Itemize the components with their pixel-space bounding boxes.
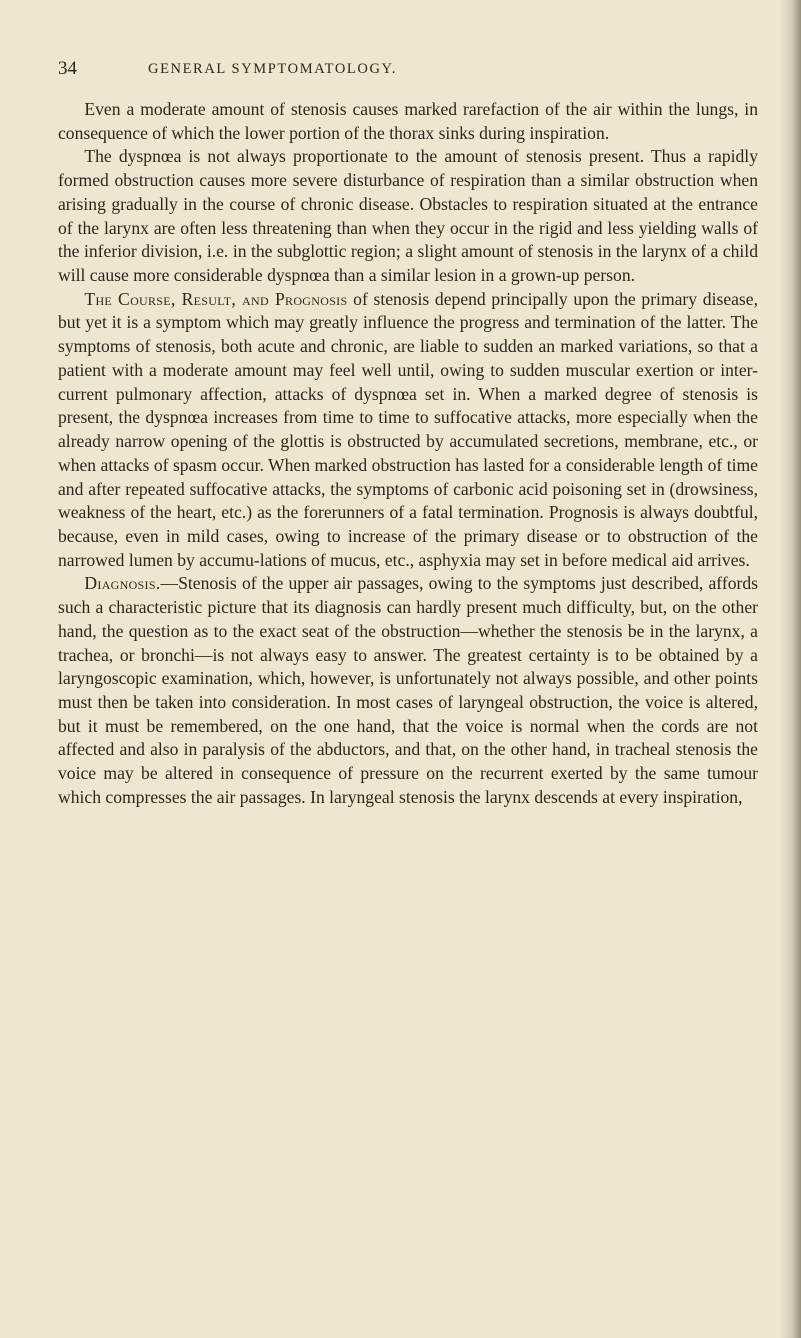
section-heading-course: The Course, Result, and Prognosis [84, 288, 348, 309]
page-header [58, 58, 758, 82]
body-text [58, 98, 758, 810]
page-number: 34 [58, 58, 77, 79]
running-title: GENERAL SYMPTOMATOLOGY. [148, 61, 397, 77]
section-heading-diagnosis: Diagnosis. [84, 573, 161, 594]
paragraph-course-result-prognosis [58, 288, 758, 573]
paragraph-dyspnoea: The dyspnœa is not always proportionate to the amount of stenosis present. Thus a rapidly formed obstruction causes more severe disturbance of respiration than a similar obstruction when arising gradually in the course of chronic disease. Obstacles to respiration situated at the entrance of the larynx are often less threatening than when they occur in the rigid and less yielding walls of the inferior division, i.e. in the subglottic region; a slight amount of stenosis in the larynx of a child will cause more considerable dyspnœa than a similar lesion in a grown-up person. [58, 146, 758, 286]
paragraph-course-body: of stenosis depend principally upon the primary disease, but yet it is a symptom which may greatly influence the progress and termination of the latter. The symptoms of stenosis, both acute and chronic, are liable to sudden an marked variations, so that a patient with a moderate amount may feel well until, owing to sudden muscular exertion or inter-current pulmonary affection, attacks of dyspnœa set in. When a marked degree of stenosis is present, the dyspnœa increases from time to time to suffocative attacks, more especially when the already narrow opening of the glottis is obstructed by accumulated secretions, membrane, etc., or when attacks of spasm occur. When marked obstruction has lasted for a considerable length of time and after repeated suffocative attacks, the symptoms of carbonic acid poisoning set in (drowsiness, weakness of the heart, etc.) as the forerunners of a fatal termination. Prognosis is always doubtful, because, even in mild cases, owing to increase of the primary disease or to obstruction of the narrowed lumen by accumu-lations of mucus, etc., asphyxia may set in before medical aid arrives. [58, 288, 758, 570]
paragraph-rarefaction: Even a moderate amount of stenosis causes marked rarefaction of the air within the lungs, in consequence of which the lower portion of the thorax sinks during inspiration. [58, 99, 758, 143]
page-edge-shadow [779, 0, 801, 1338]
paragraph-diagnosis [58, 572, 758, 809]
paragraph-diagnosis-body: —Stenosis of the upper air passages, owing to the symptoms just described, affords such a characteristic picture that its diagnosis can hardly present much difficulty, but, on the other hand, the question as to the exact seat of the obstruction—whether the stenosis be in the larynx, a trachea, or bronchi—is not always easy to answer. The greatest certainty is to be obtained by a laryngoscopic examination, which, however, is unfortunately not always possible, and other points must then be taken into consideration. In most cases of laryngeal obstruction, the voice is altered, but it must be remembered, on the one hand, that the voice is normal when the cords are not affected and also in paralysis of the abductors, and that, on the other hand, in tracheal stenosis the voice may be altered in consequence of pressure on the recurrent exerted by the same tumour which compresses the air passages. In laryngeal stenosis the larynx descends at every inspiration, [58, 573, 758, 807]
